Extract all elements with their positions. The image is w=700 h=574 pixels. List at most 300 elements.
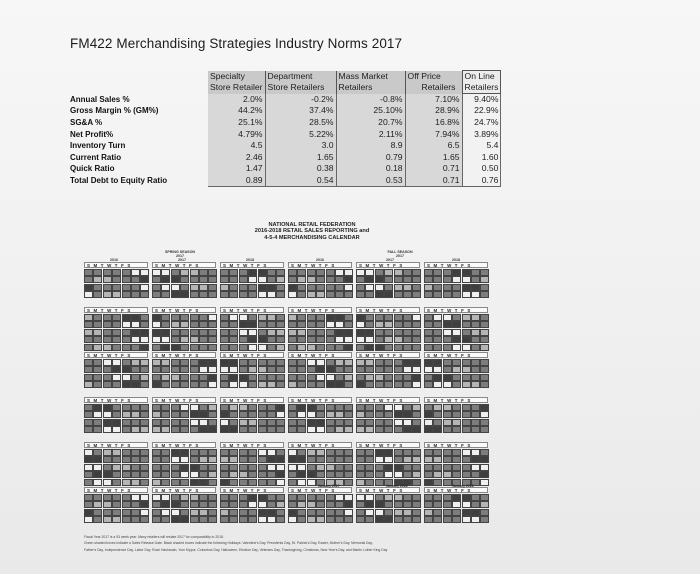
day-cell bbox=[112, 284, 121, 291]
day-cell bbox=[93, 374, 102, 381]
calendar-month-block bbox=[220, 262, 284, 298]
day-cell bbox=[471, 381, 480, 388]
day-cell bbox=[462, 381, 471, 388]
day-cell bbox=[365, 284, 374, 291]
day-cell bbox=[443, 329, 452, 336]
day-cell bbox=[112, 276, 121, 283]
day-cell bbox=[171, 276, 180, 283]
industry-norms-table bbox=[68, 70, 501, 187]
day-cell bbox=[356, 419, 365, 426]
day-cell bbox=[161, 464, 170, 471]
col-header-online: On Line Retailers bbox=[462, 71, 501, 94]
day-cell bbox=[103, 494, 112, 501]
day-cell bbox=[326, 404, 335, 411]
day-cell bbox=[375, 359, 384, 366]
day-cell bbox=[208, 314, 217, 321]
day-cell bbox=[412, 366, 421, 373]
day-cell bbox=[84, 366, 93, 373]
day-cell bbox=[394, 314, 403, 321]
day-cell bbox=[131, 284, 140, 291]
day-cell bbox=[229, 276, 238, 283]
day-cell bbox=[84, 479, 93, 486]
day-cell bbox=[297, 404, 306, 411]
day-cell bbox=[180, 501, 189, 508]
day-cell bbox=[394, 404, 403, 411]
day-cell bbox=[93, 314, 102, 321]
day-cell bbox=[267, 516, 276, 523]
day-cell bbox=[93, 501, 102, 508]
day-cell bbox=[297, 359, 306, 366]
day-cell bbox=[288, 494, 297, 501]
day-cell bbox=[199, 329, 208, 336]
day-cell bbox=[248, 381, 257, 388]
day-cell bbox=[480, 366, 489, 373]
day-cell bbox=[424, 501, 433, 508]
day-cell bbox=[239, 456, 248, 463]
day-cell bbox=[239, 321, 248, 328]
day-cell bbox=[258, 374, 267, 381]
day-cell bbox=[480, 291, 489, 298]
day-cell bbox=[258, 269, 267, 276]
day-cell bbox=[103, 501, 112, 508]
day-cell bbox=[365, 509, 374, 516]
day-cell bbox=[112, 479, 121, 486]
day-cell bbox=[103, 456, 112, 463]
day-cell bbox=[480, 381, 489, 388]
day-cell bbox=[356, 284, 365, 291]
day-cell bbox=[161, 291, 170, 298]
day-cell bbox=[208, 479, 217, 486]
day-cell bbox=[208, 321, 217, 328]
day-cell bbox=[190, 411, 199, 418]
weekday-header: SMTWTFS bbox=[84, 307, 148, 313]
day-cell bbox=[208, 366, 217, 373]
day-cell bbox=[394, 336, 403, 343]
day-cell bbox=[471, 321, 480, 328]
day-cell bbox=[248, 516, 257, 523]
day-cell bbox=[375, 329, 384, 336]
day-cell bbox=[258, 284, 267, 291]
day-cell bbox=[258, 509, 267, 516]
day-cell bbox=[384, 359, 393, 366]
day-cell bbox=[326, 291, 335, 298]
day-cell bbox=[443, 501, 452, 508]
day-cell bbox=[258, 404, 267, 411]
day-cell bbox=[190, 314, 199, 321]
day-cell bbox=[326, 456, 335, 463]
day-cell bbox=[462, 509, 471, 516]
day-cell bbox=[443, 419, 452, 426]
day-cell bbox=[288, 269, 297, 276]
day-cell bbox=[307, 456, 316, 463]
day-cell bbox=[140, 329, 149, 336]
day-cell bbox=[335, 284, 344, 291]
day-cell bbox=[462, 464, 471, 471]
day-cell bbox=[326, 321, 335, 328]
calendar-month-block bbox=[424, 307, 488, 351]
day-cell bbox=[452, 359, 461, 366]
day-cell bbox=[267, 269, 276, 276]
table-cell: 0.54 bbox=[265, 175, 336, 187]
day-cell bbox=[316, 269, 325, 276]
day-cell bbox=[433, 411, 442, 418]
day-cell bbox=[152, 456, 161, 463]
day-cells bbox=[152, 404, 216, 433]
day-cell bbox=[93, 479, 102, 486]
day-cell bbox=[190, 464, 199, 471]
day-cell bbox=[356, 509, 365, 516]
day-cell bbox=[288, 329, 297, 336]
day-cell bbox=[112, 456, 121, 463]
day-cell bbox=[288, 276, 297, 283]
day-cell bbox=[471, 471, 480, 478]
day-cell bbox=[412, 269, 421, 276]
day-cell bbox=[152, 411, 161, 418]
day-cells bbox=[84, 359, 148, 388]
calendar-month-block bbox=[84, 442, 148, 486]
day-cell bbox=[93, 336, 102, 343]
day-cell bbox=[199, 479, 208, 486]
day-cell bbox=[131, 344, 140, 351]
day-cell bbox=[122, 329, 131, 336]
day-cell bbox=[335, 456, 344, 463]
day-cell bbox=[84, 269, 93, 276]
day-cell bbox=[220, 501, 229, 508]
day-cell bbox=[239, 509, 248, 516]
day-cell bbox=[356, 321, 365, 328]
day-cell bbox=[229, 404, 238, 411]
january-label: January 2018 bbox=[452, 484, 474, 488]
day-cell bbox=[171, 411, 180, 418]
weekday-header: SMTWTFS bbox=[220, 487, 284, 493]
day-cell bbox=[307, 501, 316, 508]
day-cell bbox=[199, 471, 208, 478]
day-cell bbox=[335, 344, 344, 351]
day-cell bbox=[316, 329, 325, 336]
weekday-header: SMTWTFS bbox=[84, 487, 148, 493]
day-cell bbox=[365, 464, 374, 471]
day-cell bbox=[122, 276, 131, 283]
day-cell bbox=[344, 276, 353, 283]
table-cell: 0.71 bbox=[405, 175, 462, 187]
day-cell bbox=[356, 359, 365, 366]
day-cell bbox=[288, 411, 297, 418]
day-cell bbox=[335, 509, 344, 516]
table-cell: 28.9% bbox=[405, 105, 462, 117]
day-cells bbox=[424, 359, 488, 388]
day-cell bbox=[424, 426, 433, 433]
day-cell bbox=[297, 284, 306, 291]
day-cell bbox=[171, 419, 180, 426]
day-cells bbox=[356, 314, 420, 351]
day-cell bbox=[103, 359, 112, 366]
row-label: Total Debt to Equity Ratio bbox=[70, 175, 168, 185]
day-cell bbox=[190, 419, 199, 426]
day-cell bbox=[171, 479, 180, 486]
day-cell bbox=[171, 426, 180, 433]
day-cell bbox=[152, 464, 161, 471]
day-cell bbox=[462, 501, 471, 508]
day-cell bbox=[344, 381, 353, 388]
day-cell bbox=[131, 509, 140, 516]
day-cell bbox=[384, 464, 393, 471]
day-cell bbox=[480, 426, 489, 433]
calendar-month-block bbox=[152, 442, 216, 486]
day-cell bbox=[199, 411, 208, 418]
day-cell bbox=[161, 426, 170, 433]
day-cell bbox=[375, 479, 384, 486]
day-cell bbox=[140, 381, 149, 388]
year-label: 2016 bbox=[316, 258, 324, 262]
day-cell bbox=[258, 344, 267, 351]
day-cell bbox=[365, 381, 374, 388]
day-cell bbox=[140, 269, 149, 276]
calendar-month-block bbox=[84, 352, 148, 388]
day-cell bbox=[208, 464, 217, 471]
day-cell bbox=[180, 411, 189, 418]
day-cell bbox=[424, 471, 433, 478]
day-cell bbox=[297, 516, 306, 523]
day-cell bbox=[375, 411, 384, 418]
day-cell bbox=[267, 366, 276, 373]
day-cell bbox=[365, 359, 374, 366]
day-cell bbox=[239, 314, 248, 321]
day-cell bbox=[403, 419, 412, 426]
day-cell bbox=[171, 494, 180, 501]
day-cell bbox=[140, 456, 149, 463]
day-cell bbox=[462, 516, 471, 523]
day-cell bbox=[84, 464, 93, 471]
day-cell bbox=[199, 464, 208, 471]
day-cell bbox=[248, 336, 257, 343]
day-cell bbox=[239, 501, 248, 508]
day-cell bbox=[403, 381, 412, 388]
day-cell bbox=[112, 374, 121, 381]
day-cell bbox=[258, 366, 267, 373]
day-cell bbox=[93, 404, 102, 411]
day-cell bbox=[326, 426, 335, 433]
calendar-month-block bbox=[220, 442, 284, 486]
day-cell bbox=[140, 314, 149, 321]
calendar-heading-line2: 2016-2018 RETAIL SALES REPORTING and bbox=[254, 228, 370, 235]
day-cell bbox=[288, 366, 297, 373]
day-cell bbox=[288, 381, 297, 388]
day-cell bbox=[180, 464, 189, 471]
weekday-header: SMTWTFS bbox=[424, 487, 488, 493]
day-cell bbox=[471, 374, 480, 381]
day-cell bbox=[180, 479, 189, 486]
day-cell bbox=[412, 359, 421, 366]
day-cell bbox=[335, 404, 344, 411]
day-cell bbox=[356, 449, 365, 456]
day-cell bbox=[335, 291, 344, 298]
calendar-month-block bbox=[356, 397, 420, 433]
day-cell bbox=[326, 374, 335, 381]
day-cell bbox=[394, 411, 403, 418]
day-cell bbox=[452, 449, 461, 456]
day-cell bbox=[171, 321, 180, 328]
day-cell bbox=[316, 314, 325, 321]
day-cell bbox=[424, 284, 433, 291]
day-cell bbox=[276, 449, 285, 456]
day-cell bbox=[307, 494, 316, 501]
day-cell bbox=[180, 336, 189, 343]
day-cell bbox=[103, 479, 112, 486]
day-cell bbox=[180, 509, 189, 516]
day-cell bbox=[276, 291, 285, 298]
day-cell bbox=[180, 419, 189, 426]
day-cell bbox=[248, 426, 257, 433]
day-cell bbox=[84, 404, 93, 411]
day-cell bbox=[394, 321, 403, 328]
day-cell bbox=[208, 291, 217, 298]
day-cell bbox=[140, 366, 149, 373]
calendar-month-block bbox=[356, 307, 420, 351]
day-cell bbox=[171, 501, 180, 508]
day-cell bbox=[288, 516, 297, 523]
day-cell bbox=[316, 471, 325, 478]
day-cell bbox=[344, 516, 353, 523]
day-cell bbox=[394, 494, 403, 501]
day-cell bbox=[471, 516, 480, 523]
day-cell bbox=[229, 464, 238, 471]
day-cell bbox=[180, 456, 189, 463]
day-cell bbox=[424, 336, 433, 343]
day-cell bbox=[433, 336, 442, 343]
day-cell bbox=[297, 329, 306, 336]
day-cell bbox=[190, 456, 199, 463]
day-cell bbox=[276, 276, 285, 283]
day-cell bbox=[276, 509, 285, 516]
day-cell bbox=[412, 336, 421, 343]
day-cell bbox=[199, 336, 208, 343]
day-cell bbox=[433, 276, 442, 283]
day-cell bbox=[375, 381, 384, 388]
day-cell bbox=[140, 284, 149, 291]
row-label: Quick Ratio bbox=[70, 164, 115, 174]
calendar-month-block bbox=[152, 352, 216, 388]
day-cell bbox=[131, 404, 140, 411]
day-cell bbox=[443, 314, 452, 321]
day-cell bbox=[93, 419, 102, 426]
table-cell: 5.22% bbox=[265, 128, 336, 140]
calendar-month-block bbox=[220, 307, 284, 351]
day-cell bbox=[152, 321, 161, 328]
day-cell bbox=[258, 471, 267, 478]
day-cell bbox=[161, 479, 170, 486]
day-cell bbox=[462, 329, 471, 336]
table-cell: -0.8% bbox=[336, 94, 405, 106]
day-cell bbox=[443, 479, 452, 486]
day-cell bbox=[171, 509, 180, 516]
day-cell bbox=[220, 509, 229, 516]
day-cell bbox=[326, 329, 335, 336]
day-cell bbox=[161, 344, 170, 351]
day-cell bbox=[316, 494, 325, 501]
day-cell bbox=[365, 501, 374, 508]
day-cell bbox=[307, 329, 316, 336]
day-cell bbox=[384, 366, 393, 373]
table-cell: 2.0% bbox=[208, 94, 265, 106]
day-cell bbox=[152, 471, 161, 478]
day-cell bbox=[344, 329, 353, 336]
day-cell bbox=[403, 426, 412, 433]
day-cell bbox=[229, 344, 238, 351]
day-cell bbox=[131, 494, 140, 501]
day-cell bbox=[239, 284, 248, 291]
day-cell bbox=[276, 336, 285, 343]
day-cell bbox=[267, 321, 276, 328]
day-cell bbox=[462, 419, 471, 426]
day-cell bbox=[403, 464, 412, 471]
day-cell bbox=[462, 494, 471, 501]
day-cell bbox=[152, 516, 161, 523]
day-cell bbox=[152, 426, 161, 433]
day-cell bbox=[180, 314, 189, 321]
day-cell bbox=[199, 509, 208, 516]
day-cell bbox=[267, 449, 276, 456]
day-cell bbox=[452, 284, 461, 291]
calendar-month-block bbox=[288, 262, 352, 298]
day-cell bbox=[384, 276, 393, 283]
day-cell bbox=[248, 471, 257, 478]
day-cell bbox=[384, 449, 393, 456]
day-cell bbox=[152, 509, 161, 516]
day-cell bbox=[258, 359, 267, 366]
day-cell bbox=[239, 269, 248, 276]
day-cell bbox=[403, 344, 412, 351]
day-cell bbox=[131, 359, 140, 366]
day-cell bbox=[152, 449, 161, 456]
day-cell bbox=[229, 479, 238, 486]
year-label: 2017 bbox=[386, 258, 394, 262]
day-cell bbox=[276, 381, 285, 388]
day-cell bbox=[267, 419, 276, 426]
day-cell bbox=[365, 269, 374, 276]
day-cell bbox=[180, 359, 189, 366]
day-cell bbox=[84, 291, 93, 298]
calendar-month-block bbox=[152, 307, 216, 351]
day-cell bbox=[93, 411, 102, 418]
table-cell: 1.47 bbox=[208, 163, 265, 175]
day-cell bbox=[267, 509, 276, 516]
day-cell bbox=[140, 419, 149, 426]
day-cell bbox=[375, 276, 384, 283]
day-cell bbox=[131, 426, 140, 433]
day-cell bbox=[112, 494, 121, 501]
day-cell bbox=[152, 276, 161, 283]
day-cell bbox=[267, 471, 276, 478]
day-cell bbox=[375, 456, 384, 463]
day-cell bbox=[297, 501, 306, 508]
day-cell bbox=[267, 404, 276, 411]
day-cell bbox=[452, 516, 461, 523]
day-cell bbox=[220, 314, 229, 321]
day-cell bbox=[443, 449, 452, 456]
day-cell bbox=[152, 419, 161, 426]
day-cell bbox=[344, 419, 353, 426]
day-cell bbox=[471, 411, 480, 418]
day-cell bbox=[220, 344, 229, 351]
day-cell bbox=[462, 336, 471, 343]
day-cell bbox=[152, 336, 161, 343]
day-cell bbox=[384, 336, 393, 343]
day-cell bbox=[394, 449, 403, 456]
day-cell bbox=[443, 284, 452, 291]
day-cell bbox=[131, 411, 140, 418]
day-cell bbox=[208, 374, 217, 381]
day-cell bbox=[394, 344, 403, 351]
